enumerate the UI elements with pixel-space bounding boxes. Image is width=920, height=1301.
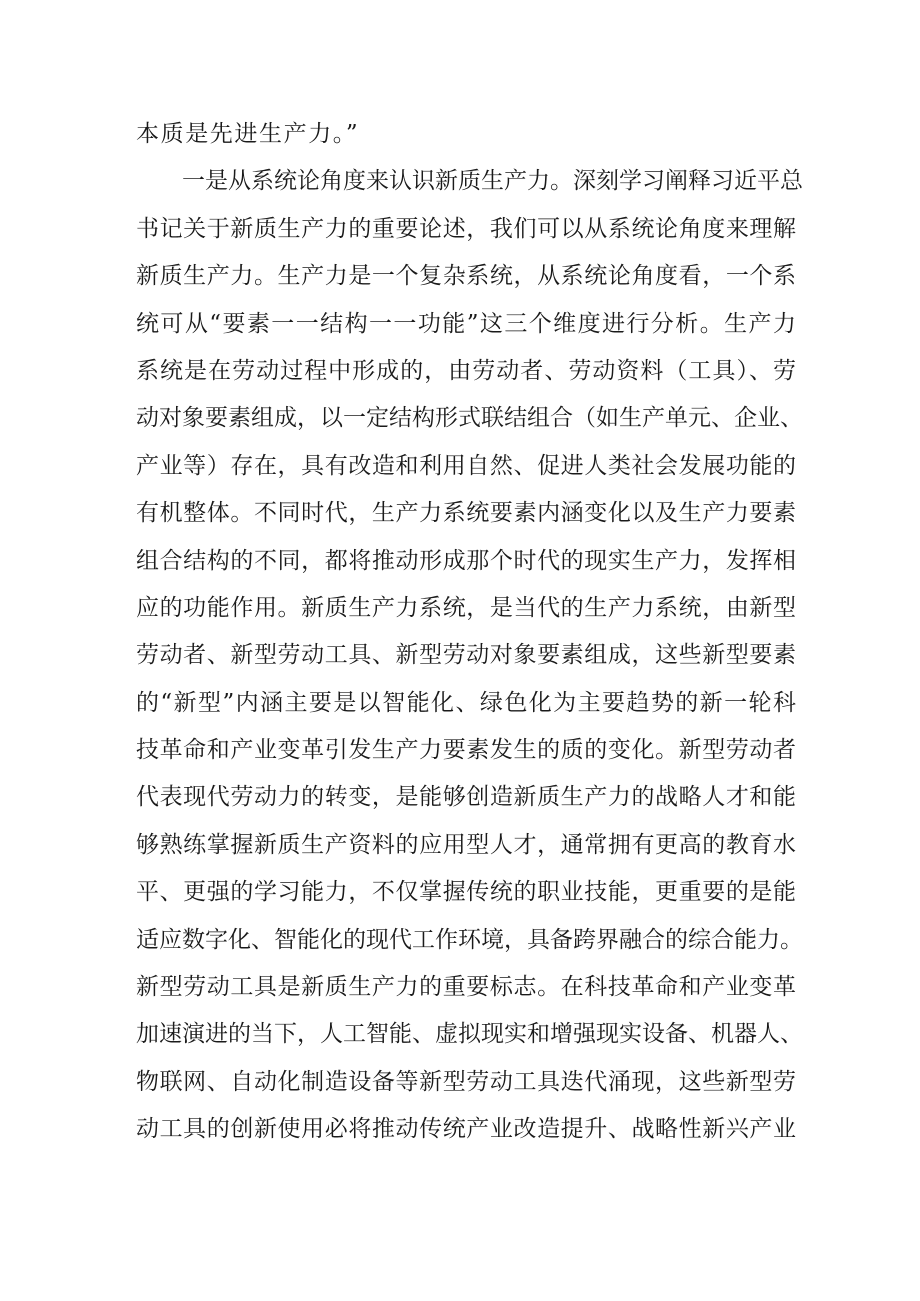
text-line: 新型劳动工具是新质生产力的重要标志。在科技革命和产业变革	[136, 974, 796, 1001]
text-line: 适应数字化、智能化的现代工作环境，具备跨界融合的综合能力。	[136, 926, 803, 953]
text-line: 动工具的创新使用必将推动传统产业改造提升、战略性新兴产业	[136, 1116, 796, 1143]
text-line: 平、更强的学习能力，不仅掌握传统的职业技能，更重要的是能	[136, 879, 796, 906]
paragraph-first-line: 一是从系统论角度来认识新质生产力。深刻学习阐释习近平总	[182, 168, 803, 195]
text-line: 加速演进的当下，人工智能、虚拟现实和增强现实设备、机器人、	[136, 1021, 803, 1048]
text-line: 产业等）存在，具有改造和利用自然、促进人类社会发展功能的	[136, 452, 796, 479]
text-line: 动对象要素组成，以一定结构形式联结组合（如生产单元、企业、	[136, 405, 803, 432]
text-line: 够熟练掌握新质生产资料的应用型人才，通常拥有更高的教育水	[136, 831, 796, 858]
text-line: 本质是先进生产力。”	[136, 121, 360, 147]
text-line: 的“新型”内涵主要是以智能化、绿色化为主要趋势的新一轮科	[136, 689, 796, 716]
body-text	[136, 111, 803, 1154]
text-line: 物联网、自动化制造设备等新型劳动工具迭代涌现，这些新型劳	[136, 1068, 796, 1095]
text-line: 书记关于新质生产力的重要论述，我们可以从系统论角度来理解	[136, 215, 796, 242]
text-line: 代表现代劳动力的转变，是能够创造新质生产力的战略人才和能	[136, 784, 796, 811]
text-line: 应的功能作用。新质生产力系统，是当代的生产力系统，由新型	[136, 594, 796, 621]
text-line: 组合结构的不同，都将推动形成那个时代的现实生产力，发挥相	[136, 547, 796, 574]
text-line: 新质生产力。生产力是一个复杂系统，从系统论角度看，一个系	[136, 263, 796, 290]
text-line: 劳动者、新型劳动工具、新型劳动对象要素组成，这些新型要素	[136, 642, 796, 669]
text-line: 有机整体。不同时代，生产力系统要素内涵变化以及生产力要素	[136, 500, 796, 527]
text-line: 统可从“要素一一结构一一功能”这三个维度进行分析。生产力	[136, 310, 796, 337]
text-line: 系统是在劳动过程中形成的，由劳动者、劳动资料（工具）、劳	[136, 357, 796, 384]
text-line: 技革命和产业变革引发生产力要素发生的质的变化。新型劳动者	[136, 737, 796, 764]
